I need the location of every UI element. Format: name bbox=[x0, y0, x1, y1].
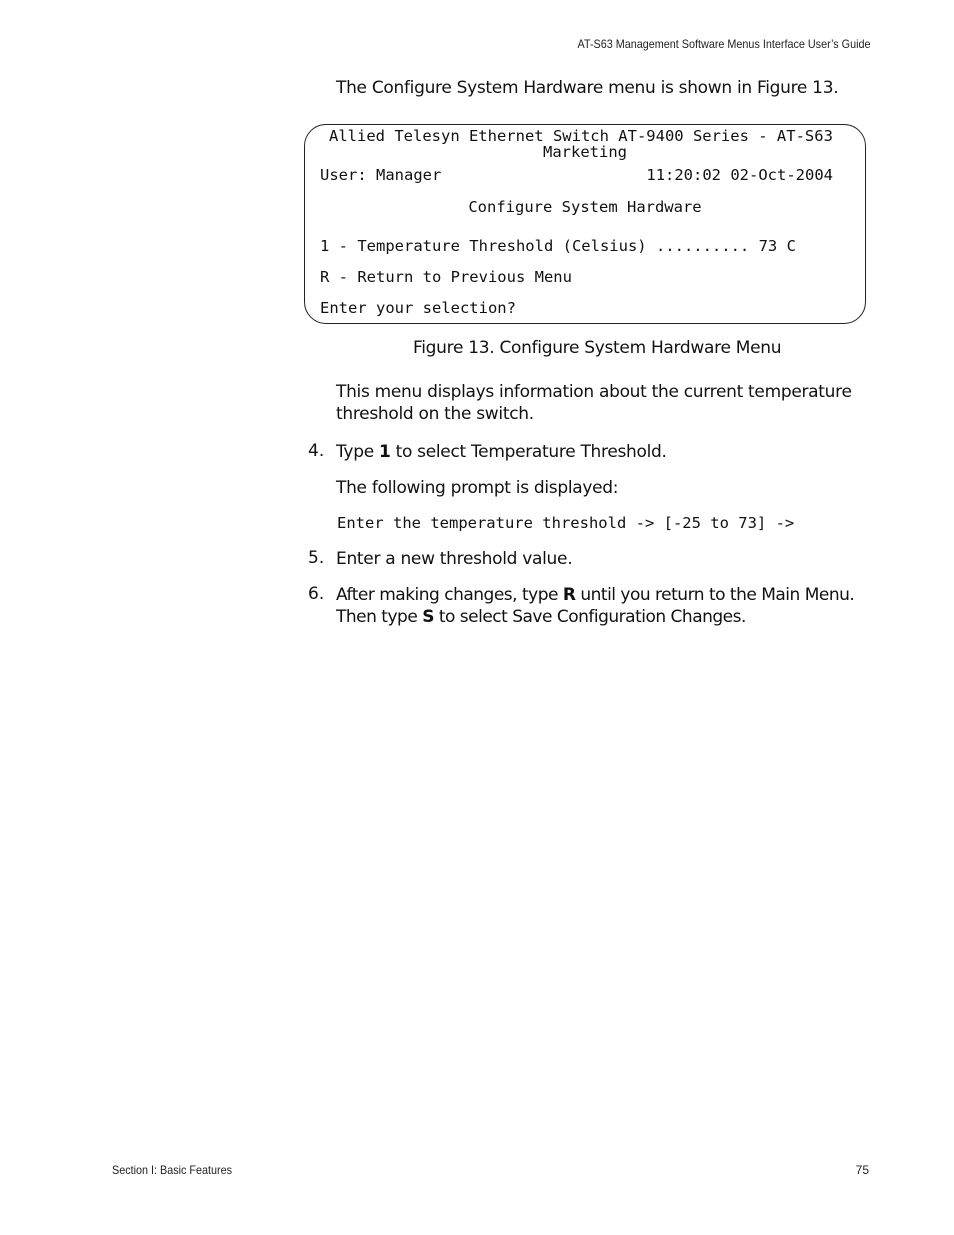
step4-note: The following prompt is displayed: bbox=[336, 478, 619, 498]
terminal-menu-title: Configure System Hardware bbox=[468, 198, 702, 216]
terminal-screen bbox=[304, 124, 866, 324]
temperature-prompt-example: Enter the temperature threshold -> [-25 to 73] -> bbox=[337, 514, 795, 532]
terminal-option-return: R - Return to Previous Menu bbox=[320, 268, 572, 286]
step4-text: Type 1 to select Temperature Threshold. bbox=[336, 442, 667, 462]
terminal-option-temperature: 1 - Temperature Threshold (Celsius) .......... 73 C bbox=[320, 237, 796, 255]
terminal-title-line1: Allied Telesyn Ethernet Switch AT-9400 Series - AT-S63 bbox=[329, 127, 833, 145]
step5-text: Enter a new threshold value. bbox=[336, 549, 573, 569]
terminal-title-line2: Marketing bbox=[543, 143, 627, 161]
terminal-prompt: Enter your selection? bbox=[320, 299, 516, 317]
terminal-timestamp: 11:20:02 02-Oct-2004 bbox=[646, 166, 833, 184]
terminal-user: User: Manager bbox=[320, 166, 442, 184]
step4-number: 4. bbox=[308, 441, 325, 461]
footer-section: Section I: Basic Features bbox=[112, 1163, 233, 1177]
running-header: AT-S63 Management Software Menus Interface User’s Guide bbox=[577, 37, 870, 51]
step5-number: 5. bbox=[308, 548, 325, 568]
step6-number: 6. bbox=[308, 584, 325, 604]
figure-caption: Figure 13. Configure System Hardware Menu bbox=[413, 338, 782, 358]
intro-paragraph: The Configure System Hardware menu is shown in Figure 13. bbox=[336, 78, 839, 98]
page-number: 75 bbox=[855, 1163, 869, 1177]
step6-text: After making changes, type R until you return to the Main Menu. Then type S to select Save Configuration Changes. bbox=[336, 585, 855, 627]
description-paragraph: This menu displays information about the current temperature threshold on the switch. bbox=[336, 382, 852, 424]
